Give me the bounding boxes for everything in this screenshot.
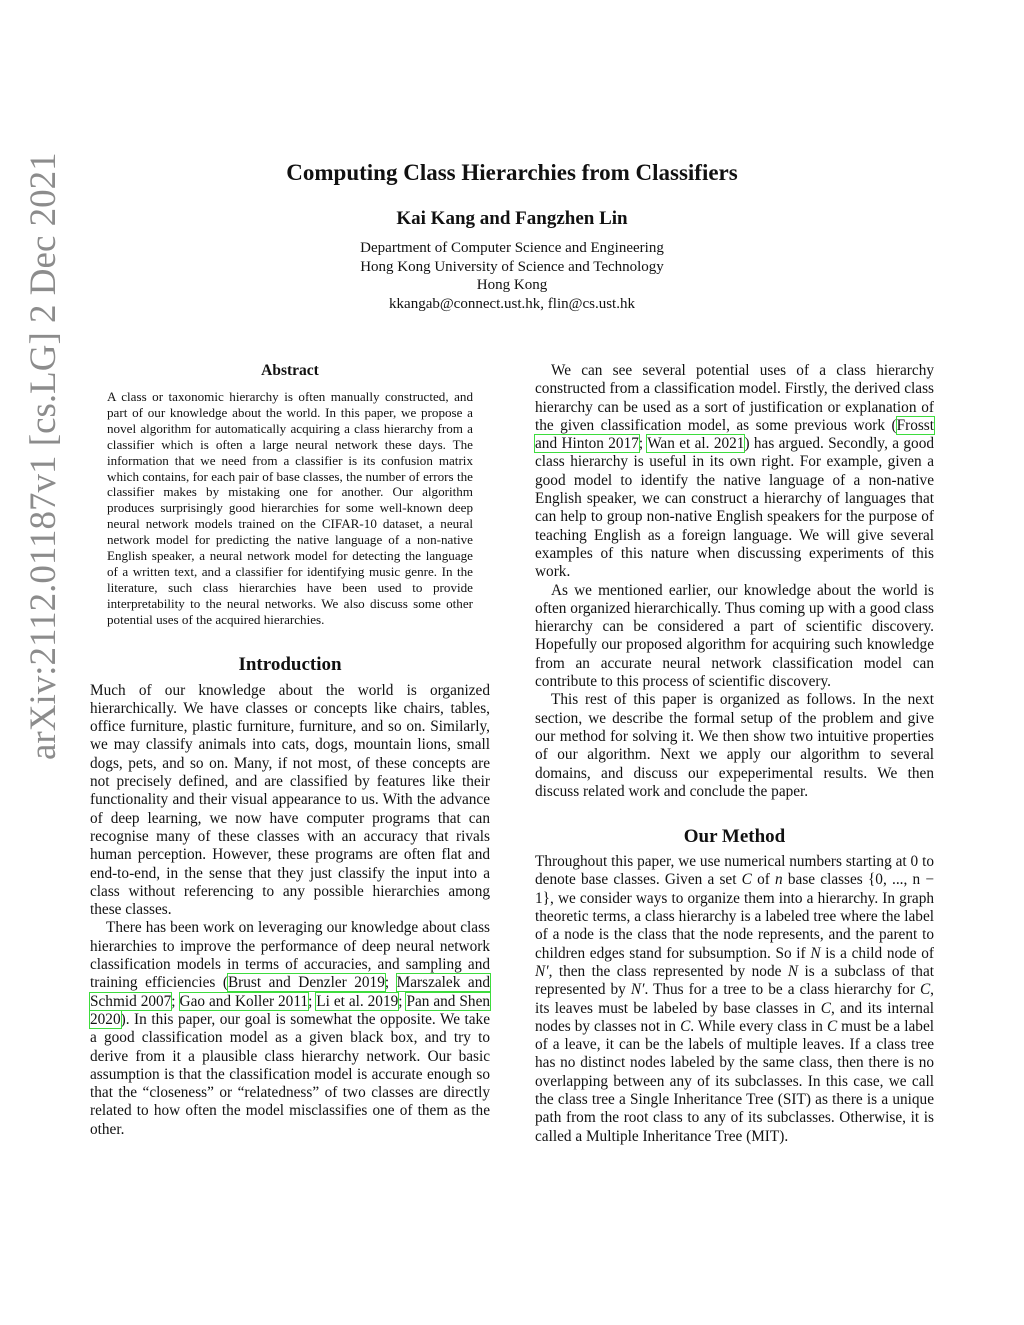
paper-authors: Kai Kang and Fangzhen Lin — [396, 208, 628, 229]
citation-separator: ; — [171, 992, 180, 1010]
intro-paragraph-1: Much of our knowledge about the world is organized hierarchically. We have classes or concepts like chairs, tables, office furniture, plastic furniture, furniture, and so on. Similarly, we may classify animals into cats, dogs, mountain lions, small dogs, pets, and so on. Many, if not most, of these concepts are not precisely defined, and are classified by features like their functionality and their visual appearance to us. With the advance of deep learning, we now have computer programs that can recognise many of these classes with an accuracy that rivals human perception. However, these programs are often flat and end-to-end, in the sense that they just classify the input into a class without referencing to any possible hierarchies among these classes. — [90, 681, 490, 919]
method-text: , and its internal nodes by classes not in — [535, 999, 934, 1035]
citation-separator: ; — [638, 435, 648, 453]
citation-gao-koller[interactable]: Gao and Koller 2011 — [179, 992, 309, 1010]
introduction-heading: Introduction — [238, 653, 342, 675]
citation-separator: ; — [398, 992, 407, 1010]
math-set: {0, ..., n − 1} — [535, 871, 934, 907]
method-heading: Our Method — [683, 826, 786, 848]
math-symbol: C — [919, 981, 931, 999]
citation-marszalek-schmid[interactable]: Marszalek and Schmid 2007 — [90, 974, 490, 1010]
math-symbol: N — [810, 944, 821, 962]
method-text: is a child node of — [820, 944, 934, 962]
paper-title: Computing Class Hierarchies from Classifiers — [286, 160, 738, 185]
method-text: must be a label of a leave, it can be the labels of multiple leaves. If a class tree has no distinct nodes labeled by the same class, then there is no overlapping between any of its subclasses. In this case, we call the class tree a Single Inheritance Tree (SIT) as there is a unique path from the root class to any of its subclasses. Otherwise, it is called a Multiple Inheritance Tree (MIT). — [535, 1017, 934, 1145]
intro-paragraph-2 — [90, 919, 490, 1139]
math-symbol: N′ — [630, 981, 645, 999]
method-paragraph-1 — [535, 853, 934, 1146]
method-text: , we consider ways to organize them into a hierarchy. In graph theoretic terms, a class hierarchy is a labeled tree where the label of a node is the class that the node represents, and the parent to children edges stand for subsumption. So if — [535, 889, 934, 962]
abstract-text: A class or taxonomic hierarchy is often manually constructed, and part of our knowledge about the world. In this paper, we propose a novel algorithm for automatically acquiring a class hierarchy from a classifier which is often a large neural network these days. The information that we need from a classifier is its confusion matrix which contains, for each pair of base classes, the number of errors the classifier makes by mistaking one for another. Our algorithm produces surprisingly good hierarchies for some well-known deep neural network models trained on the CIFAR-10 dataset, a neural network model for predicting the native language of a non-native English speaker, a neural network model for detecting the language of a written text, and a classifier for identifying music genre. In the literature, such class hierarchies have been used to provide interpretability to the neural networks. We also discuss some other potential uses of the acquired hierarchies. — [107, 389, 473, 627]
right-paragraph-1 — [535, 362, 934, 582]
math-symbol: C — [741, 871, 752, 889]
math-symbol: C — [820, 999, 831, 1017]
affiliation-emails: kkangab@connect.ust.hk, flin@cs.ust.hk — [389, 295, 635, 312]
citation-brust-denzler[interactable]: Brust and Denzler 2019 — [227, 974, 385, 992]
right-column — [535, 362, 934, 1146]
affiliation-city: Hong Kong — [476, 277, 548, 293]
abstract-heading: Abstract — [261, 362, 319, 379]
right-paragraph-3: This rest of this paper is organized as follows. In the next section, we describe the formal setup of the problem and give our method for solving it. We then show two intuitive properties of our algorithm. Next we apply our algorithm to several domains, and discuss our expeperimental results. We then discuss related work and conclude the paper. — [535, 691, 934, 800]
citation-separator: ; — [384, 974, 397, 992]
method-text: . While every class in — [690, 1017, 827, 1035]
method-text: , then the class represented by node — [548, 962, 788, 980]
right-paragraph-2: As we mentioned earlier, our knowledge about the world is often organized hierarchically. Thus coming up with a good class hierarchy can be considered a part of scientific discovery. Hopefully our proposed algorithm for acquiring such knowledge from an accurate neural network classification model can contribute to this process of scientific discovery. — [535, 581, 934, 691]
affiliation-block — [0, 239, 1024, 313]
method-text: , its leaves must be labeled by base classes in — [535, 981, 934, 1017]
citation-li-et-al[interactable]: Li et al. 2019 — [316, 992, 399, 1010]
method-text: is a subclass of that represented by — [535, 962, 934, 999]
right-p1-text-b: ) has argued. Secondly, a good class hierarchy is useful in its own right. For example, given a good model to identify the native language of a non-native English speaker, we can construct a hierarchy of languages that can help to group non-native English speakers for the purpose of teaching English as a foreign language. We will give several examples of this nature when discussing experiments of this work. — [535, 435, 934, 581]
math-symbol: n — [775, 871, 783, 889]
method-text: of — [751, 871, 776, 889]
arxiv-side-label-text: arXiv:2112.01187v1 [cs.LG] 2 Dec 2021 — [23, 152, 64, 760]
citation-pan-shen[interactable]: Pan and Shen 2020 — [90, 992, 491, 1028]
affiliation-dept: Department of Computer Science and Engineering — [360, 240, 664, 256]
right-p1-text-a: We can see several potential uses of a class hierarchy constructed from a classification model. Firstly, the derived class hierarchy can be used as a sort of justification or explanation of the given classification model, as some previous work ( — [535, 362, 934, 434]
method-text: Throughout this paper, we use numerical numbers starting at 0 to denote base classes. Given a set — [535, 853, 934, 889]
intro-p2-text-b: ). In this paper, our goal is somewhat the opposite. We take a good classification model as a given black box, and try to derive from it a plausible class hierarchy network. Our basic assumption is that the classification model is accurate enough so that the “closeness” or “relatedness” of two classes are directly related to how often the model misclassifies one of them as the other. — [90, 1010, 490, 1138]
citation-wan-et-al[interactable]: Wan et al. 2021 — [647, 435, 745, 453]
method-text: base classes — [782, 871, 868, 889]
math-symbol: N — [787, 962, 799, 980]
math-symbol: N′ — [535, 962, 549, 980]
intro-p2-text-a: There has been work on leveraging our knowledge about class hierarchies to improve the performance of deep neural network classification models in terms of accuracies, and sampling and training efficiencies ( — [90, 919, 490, 992]
citation-frosst-hinton[interactable]: Frosst and Hinton 2017 — [535, 416, 934, 453]
left-column — [90, 360, 490, 1139]
math-symbol: C — [826, 1017, 838, 1035]
citation-separator: ; — [308, 992, 317, 1010]
method-text: . Thus for a tree to be a class hierarchy for — [644, 981, 920, 999]
affiliation-univ: Hong Kong University of Science and Technology — [360, 258, 664, 275]
math-symbol: C — [680, 1017, 691, 1035]
